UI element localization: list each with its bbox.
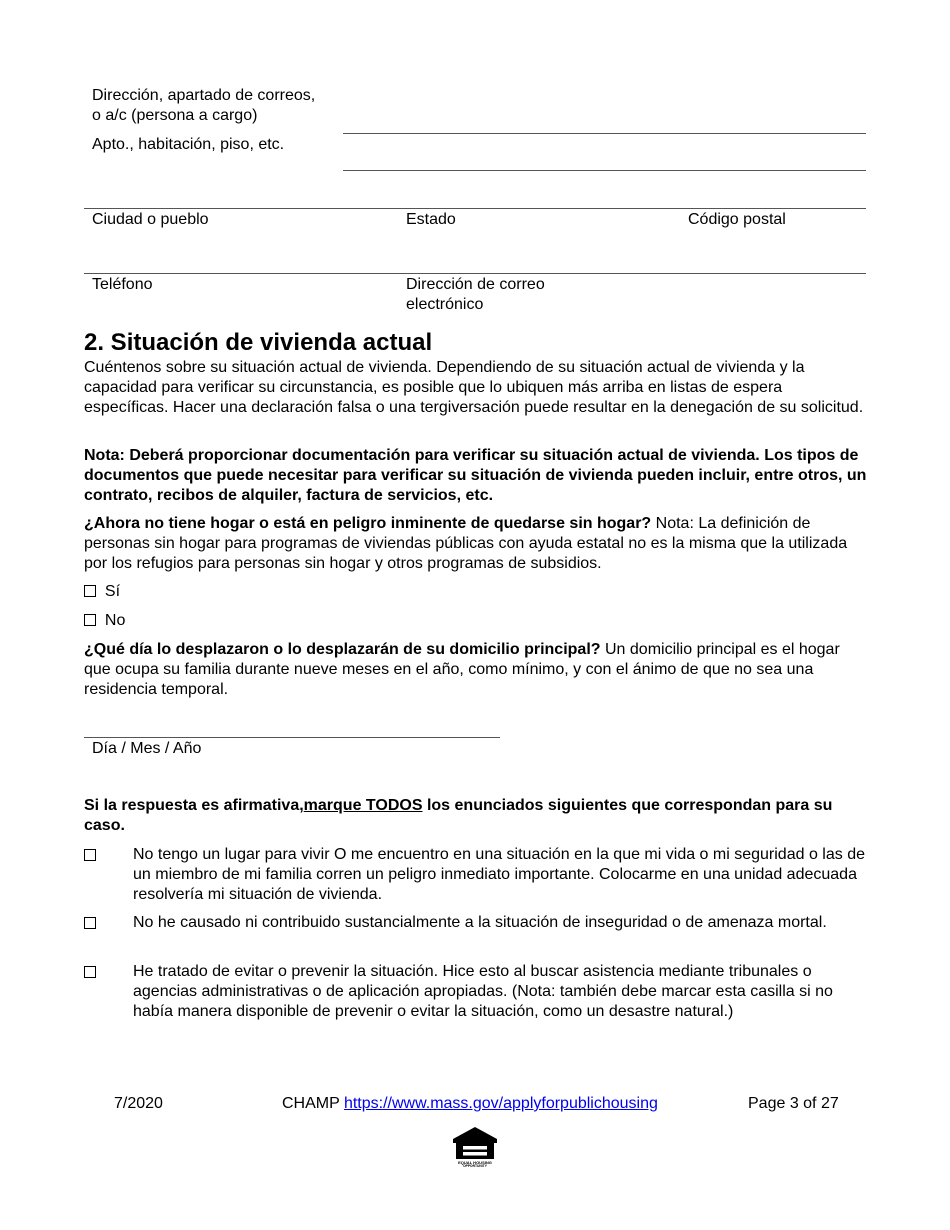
svg-text:EQUAL HOUSING: EQUAL HOUSING [458, 1160, 492, 1165]
city-label: Ciudad o pueblo [92, 211, 209, 228]
address-field-line[interactable] [343, 133, 866, 134]
apt-field-line[interactable] [343, 170, 866, 171]
option-no[interactable] [84, 611, 125, 631]
checklist-item-text: No he causado ni contribuido sustancialmente a la situación de inseguridad o de amenaza mortal. [133, 914, 827, 931]
checklist-item[interactable] [84, 913, 874, 955]
question-displacement-bold: ¿Qué día lo desplazaron o lo desplazarán de su domicilio principal? [84, 641, 601, 658]
note-text: Nota: Deberá proporcionar documentación para verificar su situación actual de vivienda. Los tipos de documentos que puede necesitar para verificar su situación de vivienda pueden incluir, entre otros, un contrato, recibos de alquiler, factura de servicios, etc. [84, 447, 867, 504]
svg-text:OPPORTUNITY: OPPORTUNITY [463, 1164, 487, 1167]
checklist-checkbox[interactable] [84, 849, 96, 861]
phone-label: Teléfono [92, 276, 153, 293]
checklist-item-text: No tengo un lugar para vivir O me encuentro en una situación en la que mi vida o mi seguridad o las de un miembro de mi familia corren un peligro inmediato importante. Colocarme en una unidad adecuada resolvería mi situación de vivienda. [133, 846, 865, 903]
question-displacement-note: Un domicilio principal es el hogar que ocupa su familia durante nueve meses en el año, como mínimo, y con el ánimo de que no sea una residencia temporal. [84, 641, 840, 698]
date-field-line[interactable] [84, 737, 500, 738]
checklist-checkbox[interactable] [84, 917, 96, 929]
footer-page-number: Page 3 of 27 [748, 1095, 839, 1112]
question-homeless-note: Nota: La definición de personas sin hogar para programas de viviendas públicas con ayuda estatal no es la misma que la utilizada por los refugios para personas sin hogar y otros programas de subsidios. [84, 515, 848, 572]
apt-label: Apto., habitación, piso, etc. [92, 136, 285, 153]
question-homeless [84, 514, 870, 574]
intro-paragraph: Cuéntenos sobre su situación actual de vivienda. Dependiendo de su situación actual de vivienda y la capacidad para verificar su circunstancia, es posible que lo ubiquen más arriba en listas de espera específicas. Hacer una declaración falsa o una tergiversación puede resultar en la denegación de su solicitud. [84, 359, 864, 416]
checklist-item[interactable] [84, 845, 874, 907]
checklist-instruction [84, 796, 870, 836]
instruction-part1: Si la respuesta es afirmativa, [84, 797, 304, 814]
footer-date: 7/2020 [114, 1095, 163, 1112]
option-yes[interactable] [84, 582, 120, 602]
footer-program: CHAMP [282, 1095, 340, 1112]
email-label: Dirección de correo electrónico [406, 276, 545, 313]
date-label: Día / Mes / Año [92, 740, 202, 757]
checkbox-yes[interactable] [84, 585, 96, 597]
phone-email-line[interactable] [84, 273, 866, 274]
question-homeless-bold: ¿Ahora no tiene hogar o está en peligro inminente de quedarse sin hogar? [84, 515, 652, 532]
checklist-checkbox[interactable] [84, 966, 96, 978]
instruction-underlined: marque TODOS [303, 797, 423, 814]
instruction-part2: los enunciados siguientes que correspondan para su caso. [84, 797, 833, 834]
section-title: 2. Situación de vivienda actual [84, 329, 433, 356]
checklist-item-text: He tratado de evitar o prevenir la situación. Hice esto al buscar asistencia mediante tribunales o agencias administrativas o de aplicación apropiadas. (Nota: también debe marcar esta casilla si no había manera disponible de prevenir o evitar la situación, como un desastre natural.) [133, 963, 833, 1020]
checklist-item[interactable] [84, 962, 874, 1024]
note-paragraph [84, 446, 870, 506]
equal-housing-icon [450, 1125, 500, 1167]
city-state-zip-line[interactable] [84, 208, 866, 209]
equal-housing-logo [450, 1125, 500, 1167]
state-label: Estado [406, 211, 456, 228]
zip-label: Código postal [688, 211, 786, 228]
footer-program-line [282, 1094, 658, 1114]
footer-url-link[interactable]: https://www.mass.gov/applyforpublichousing [343, 1095, 658, 1112]
address-label: Dirección, apartado de correos, o a/c (persona a cargo) [92, 87, 316, 124]
question-displacement [84, 640, 870, 700]
option-yes-label: Sí [104, 583, 121, 600]
option-no-label: No [104, 612, 126, 629]
checkbox-no[interactable] [84, 614, 96, 626]
